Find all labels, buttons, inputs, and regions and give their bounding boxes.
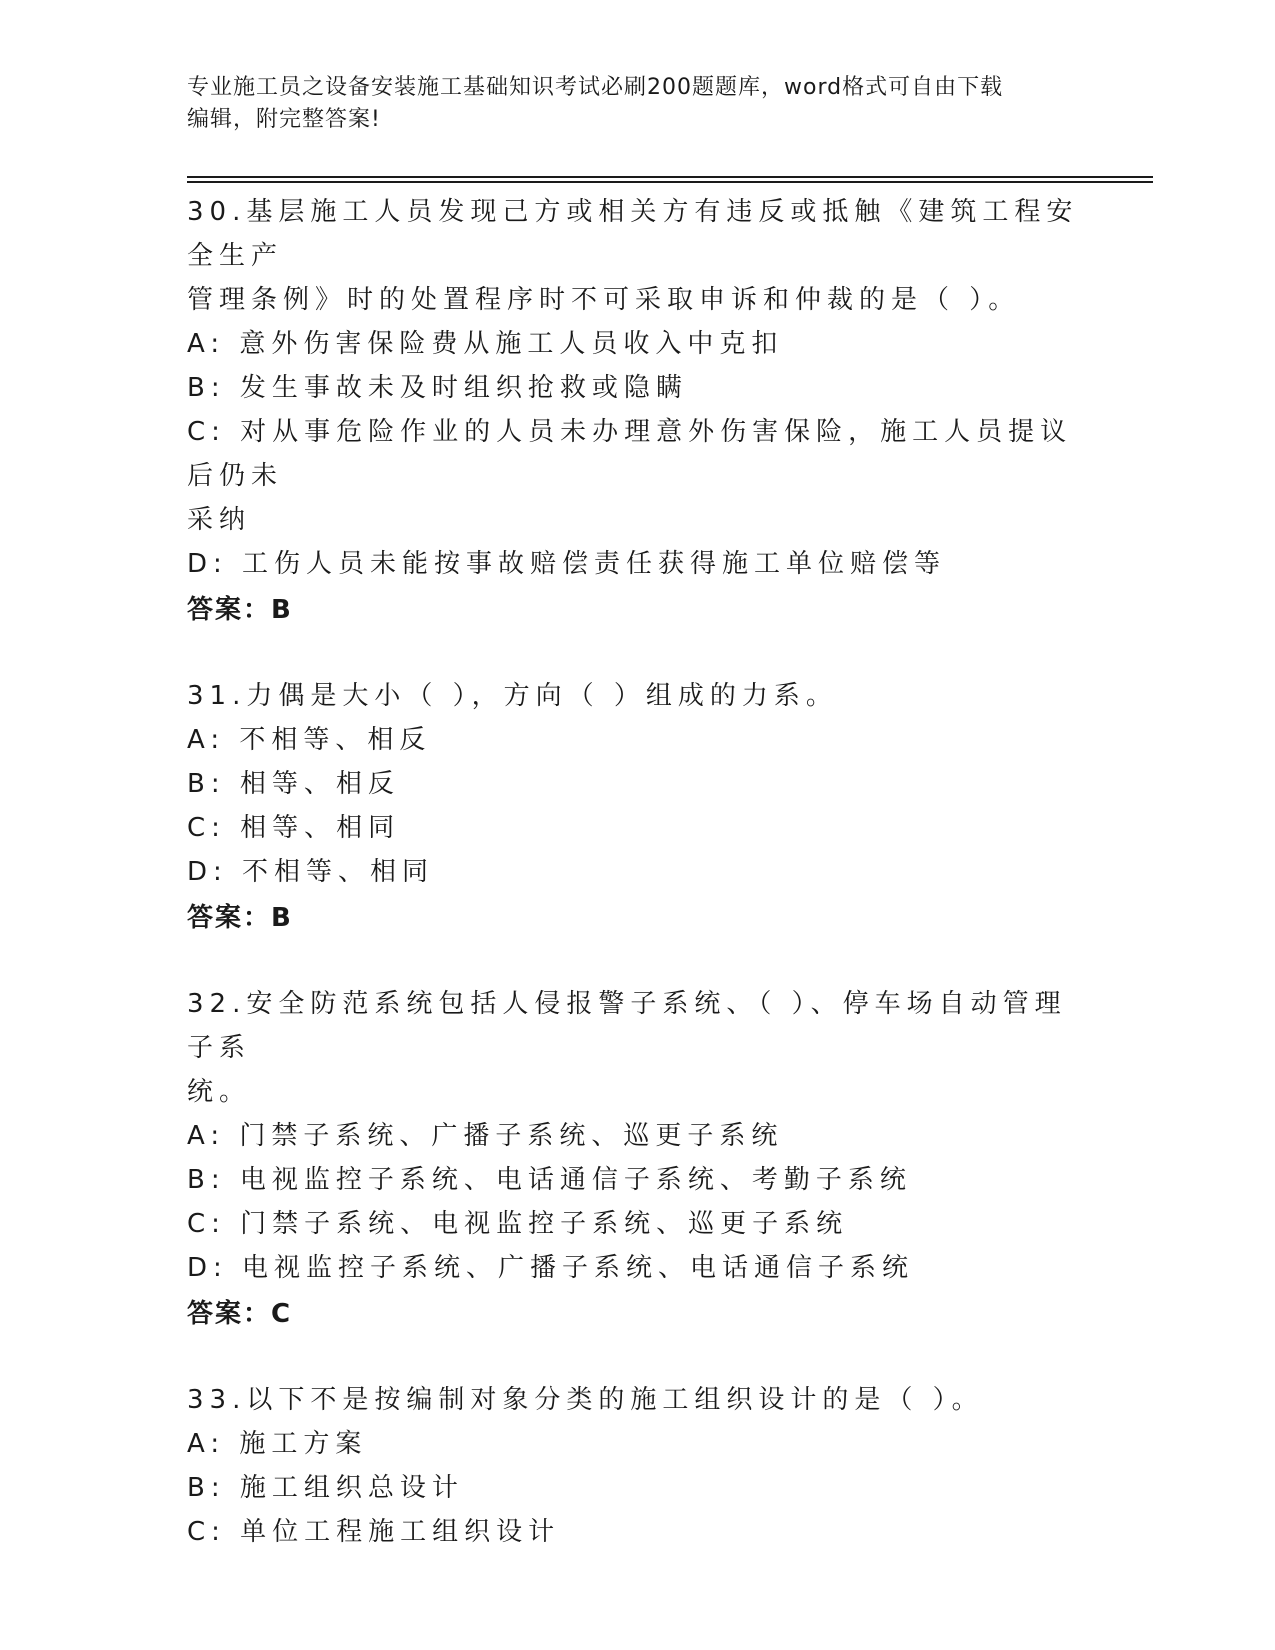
question-text-line: 31.力偶是大小（ ），方向（ ）组成的力系。 (187, 681, 838, 711)
option-text: B: 发生事故未及时组织抢救或隐瞒 (187, 373, 688, 403)
question-text-line: 30.基层施工人员发现己方或相关方有违反或抵触《建筑工程安全生产 (187, 197, 1079, 271)
option-text: D: 工伤人员未能按事故赔偿责任获得施工单位赔偿等 (187, 549, 947, 579)
option-text: A: 施工方案 (187, 1429, 368, 1459)
option-text: A: 意外伤害保险费从施工人员收入中克扣 (187, 329, 784, 359)
question-list (187, 190, 1087, 1594)
option-text: 采纳 (187, 505, 252, 535)
question-text (187, 190, 1087, 322)
option-c (187, 806, 1087, 850)
option-c (187, 410, 1087, 542)
header-line-1: 专业施工员之设备安装施工基础知识考试必刷200题题库，word格式可自由下载 (187, 75, 1004, 100)
answer: 答案：B (187, 595, 293, 625)
question-text-line: 管理条例》时的处置程序时不可采取申诉和仲裁的是（ ）。 (187, 285, 1021, 315)
option-text: A: 门禁子系统、广播子系统、巡更子系统 (187, 1121, 784, 1151)
question-32 (187, 982, 1087, 1338)
question-text-line: 32.安全防范系统包括人侵报警子系统、（ ）、停车场自动管理子系 (187, 989, 1067, 1063)
option-d (187, 542, 1087, 586)
answer: 答案：B (187, 903, 293, 933)
option-a (187, 1114, 1087, 1158)
header-rule-bottom (187, 181, 1153, 183)
option-text: C: 单位工程施工组织设计 (187, 1517, 561, 1547)
option-text: B: 相等、相反 (187, 769, 400, 799)
option-text: C: 相等、相同 (187, 813, 401, 843)
question-33 (187, 1378, 1087, 1554)
option-b (187, 1158, 1087, 1202)
option-a (187, 1422, 1087, 1466)
option-text: D: 不相等、相同 (187, 857, 435, 887)
question-text (187, 674, 1087, 718)
question-text-line: 33.以下不是按编制对象分类的施工组织设计的是（ ）。 (187, 1385, 984, 1415)
header-line-2: 编辑，附完整答案! (187, 107, 381, 132)
question-31 (187, 674, 1087, 942)
answer: 答案：C (187, 1299, 293, 1329)
option-text: D: 电视监控子系统、广播子系统、电话通信子系统 (187, 1253, 915, 1283)
option-text: C: 对从事危险作业的人员未办理意外伤害保险，施工人员提议后仍未 (187, 417, 1073, 491)
option-text: B: 施工组织总设计 (187, 1473, 464, 1503)
header-rule-top (187, 176, 1153, 178)
question-text-line: 统。 (187, 1077, 252, 1107)
option-b (187, 762, 1087, 806)
option-text: C: 门禁子系统、电视监控子系统、巡更子系统 (187, 1209, 849, 1239)
option-c (187, 1202, 1087, 1246)
question-text (187, 982, 1087, 1114)
option-c (187, 1510, 1087, 1554)
option-a (187, 322, 1087, 366)
option-d (187, 850, 1087, 894)
option-d (187, 1246, 1087, 1290)
question-30 (187, 190, 1087, 634)
option-a (187, 718, 1087, 762)
option-text: B: 电视监控子系统、电话通信子系统、考勤子系统 (187, 1165, 912, 1195)
document-header (187, 72, 1087, 136)
question-text (187, 1378, 1087, 1422)
option-b (187, 366, 1087, 410)
option-text: A: 不相等、相反 (187, 725, 432, 755)
option-b (187, 1466, 1087, 1510)
